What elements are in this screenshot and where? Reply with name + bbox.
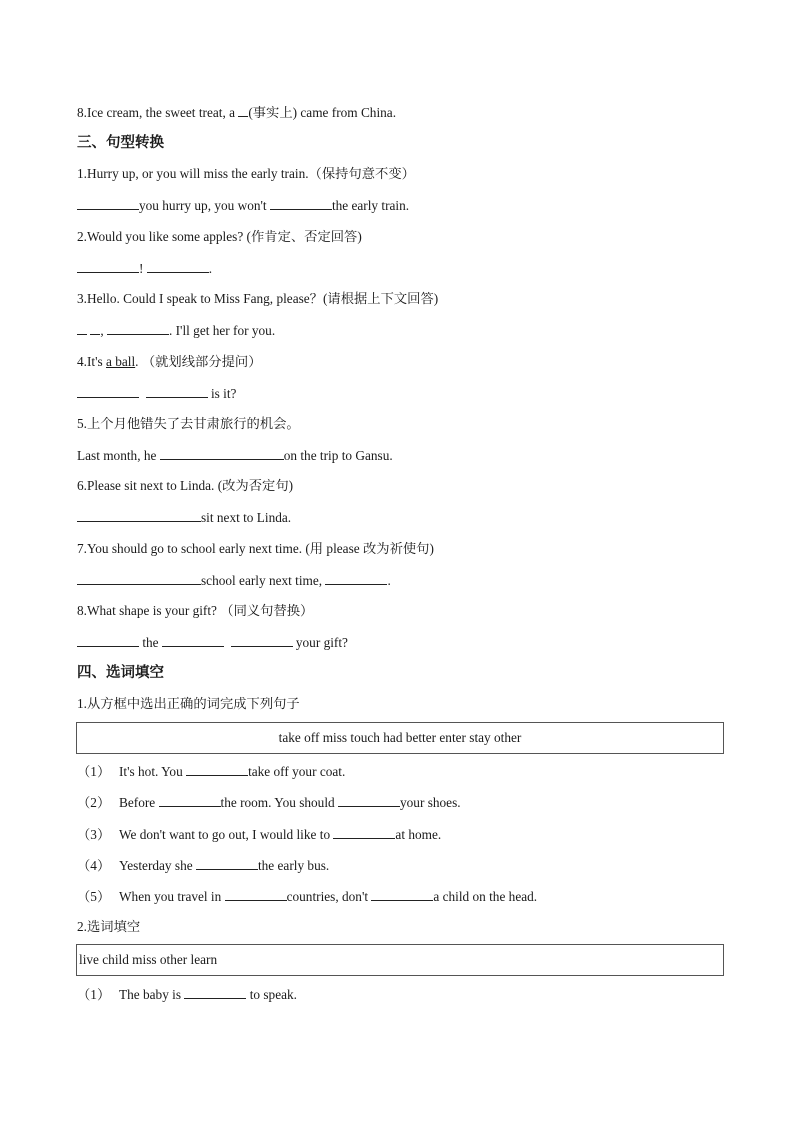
item-text: 8.Ice cream, the sweet treat, a: [77, 105, 239, 120]
question-prompt: 8.What shape is your gift? （同义句替换）: [77, 603, 314, 618]
answer-blank[interactable]: [371, 887, 433, 901]
answer-blank[interactable]: [77, 196, 139, 210]
answer-line: [77, 571, 734, 590]
answer-blank[interactable]: [196, 856, 258, 870]
answer-blank[interactable]: [159, 793, 221, 807]
answer-line: [77, 384, 734, 403]
item-text: countries, don't: [286, 889, 372, 904]
answer-text: .: [208, 261, 213, 276]
word-box: take off miss touch had better enter stay other: [76, 722, 724, 754]
list-item: [77, 887, 537, 906]
answer-blank[interactable]: [225, 887, 287, 901]
answer-blank[interactable]: [77, 321, 87, 335]
answer-blank[interactable]: [231, 633, 293, 647]
item-text: When you travel in: [119, 889, 225, 904]
list-item: [77, 762, 345, 781]
list-item: [77, 825, 441, 844]
prompt-text: 4.It's: [77, 354, 106, 369]
answer-blank[interactable]: [186, 762, 248, 776]
answer-blank[interactable]: [338, 793, 400, 807]
answer-line: [77, 259, 734, 278]
answer-line: [77, 508, 734, 527]
question-prompt: 7.You should go to school early next time. (用 please 改为祈使句): [77, 541, 434, 556]
item-number: （5）: [77, 889, 111, 904]
answer-text: Last month, he: [77, 448, 160, 463]
answer-blank[interactable]: [270, 196, 332, 210]
answer-text: sit next to Linda.: [201, 510, 292, 525]
item-number: （4）: [77, 858, 111, 873]
question-prompt: 6.Please sit next to Linda. (改为否定句): [77, 478, 294, 493]
list-item: [77, 793, 461, 812]
item-number: （2）: [77, 795, 111, 810]
answer-text: the: [139, 635, 162, 650]
answer-blank[interactable]: [90, 321, 100, 335]
answer-text: school early next time,: [201, 573, 326, 588]
answer-line: [77, 321, 734, 340]
section-heading: 三、句型转换: [77, 135, 164, 151]
word-box: live child miss other learn: [76, 944, 724, 976]
question-prompt: 5.上个月他错失了去甘肃旅行的机会。: [77, 416, 300, 431]
answer-line: [77, 633, 734, 652]
underlined-phrase: a ball: [106, 354, 136, 369]
section-heading: 四、选词填空: [77, 665, 164, 681]
answer-blank[interactable]: [160, 446, 284, 460]
answer-text: !: [139, 261, 147, 276]
question-prompt: 3.Hello. Could I speak to Miss Fang, please？(请根据上下文回答): [77, 291, 439, 306]
answer-text: on the trip to Gansu.: [283, 448, 393, 463]
item-text: We don't want to go out, I would like to: [119, 827, 334, 842]
answer-text: the early train.: [331, 198, 410, 213]
item-text: take off your coat.: [248, 764, 346, 779]
answer-blank[interactable]: [77, 508, 201, 522]
prompt-text: . （就划线部分提问）: [135, 354, 262, 369]
answer-text: is it?: [207, 386, 237, 401]
item-text: The baby is: [119, 987, 185, 1002]
answer-line: [77, 196, 734, 215]
answer-text: .: [387, 573, 391, 588]
answer-line: [77, 446, 734, 465]
part-title: 2.选词填空: [77, 919, 141, 934]
answer-blank[interactable]: [333, 825, 395, 839]
item-text: Yesterday she: [119, 858, 196, 873]
item-number: （1）: [77, 987, 111, 1002]
answer-text: ,: [100, 323, 107, 338]
answer-blank[interactable]: [77, 571, 201, 585]
exercise-item: [77, 103, 734, 122]
answer-blank[interactable]: [238, 103, 248, 117]
list-item: [77, 985, 297, 1004]
item-number: （3）: [77, 827, 111, 842]
item-text: your shoes.: [400, 795, 461, 810]
question-prompt: [77, 353, 734, 371]
answer-text: you hurry up, you won't: [139, 198, 270, 213]
part-title: 1.从方框中选出正确的词完成下列句子: [77, 696, 300, 711]
answer-text: . I'll get her for you.: [168, 323, 276, 338]
item-text: the early bus.: [257, 858, 330, 873]
answer-blank[interactable]: [146, 384, 208, 398]
item-text: at home.: [395, 827, 442, 842]
item-text: to speak.: [246, 987, 297, 1002]
list-item: [77, 856, 329, 875]
item-number: （1）: [77, 764, 111, 779]
item-text: Before: [119, 795, 159, 810]
question-prompt: 2.Would you like some apples? (作肯定、否定回答): [77, 229, 362, 244]
answer-blank[interactable]: [325, 571, 387, 585]
answer-blank[interactable]: [77, 633, 139, 647]
item-text: It's hot. You: [119, 764, 187, 779]
answer-blank[interactable]: [77, 259, 139, 273]
answer-blank[interactable]: [77, 384, 139, 398]
item-text: the room. You should: [220, 795, 338, 810]
item-text: (事实上) came from China.: [248, 105, 397, 120]
question-prompt: 1.Hurry up, or you will miss the early train.（保持句意不变）: [77, 166, 415, 181]
answer-blank[interactable]: [184, 985, 246, 999]
answer-blank[interactable]: [162, 633, 224, 647]
answer-blank[interactable]: [107, 321, 169, 335]
answer-blank[interactable]: [147, 259, 209, 273]
answer-text: your gift?: [292, 635, 348, 650]
item-text: a child on the head.: [433, 889, 538, 904]
